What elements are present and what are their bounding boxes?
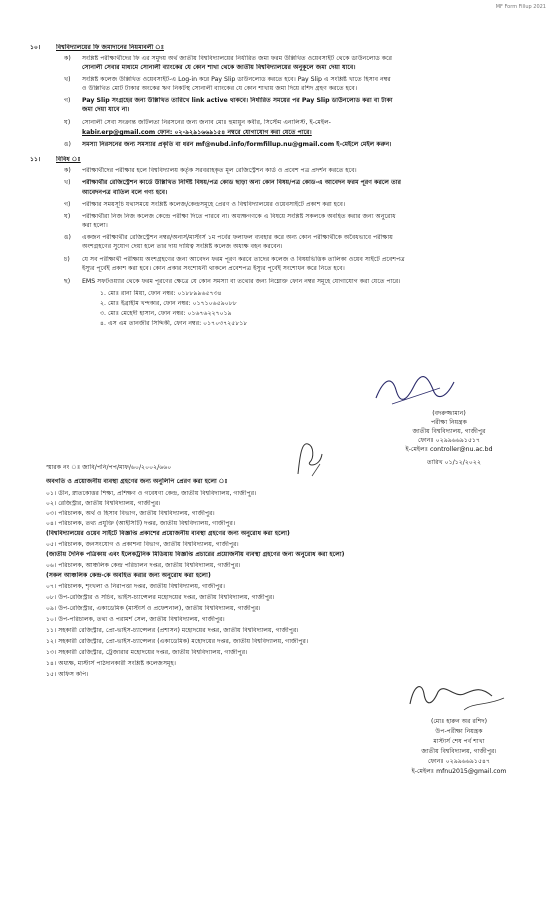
initials-signature [292, 434, 328, 480]
cc-title: অবগতি ও প্রয়োজনীয় ব্যবস্থা গ্রহণের জন্য অনুলিপি প্রেরণ করা হলো ঃ [46, 478, 228, 485]
cc-item: ১৫। অফিস কপি। [46, 671, 89, 678]
signer2-name: (মোঃ হারুন অর রশিদ) [430, 718, 488, 725]
signer1-org: জাতীয় বিশ্ববিদ্যালয়, গাজীপুর [412, 428, 486, 435]
contact-item: ২. মোঃ ইব্রাহীম খন্দকার, ফোন নম্বর: ০১৭১০৬৫৯০৮৮ [100, 300, 237, 307]
contact-item: ১. মোঃ রানা মিয়া, ফোন নম্বর: ০১৮৮৯৯৬৫৭৩৪ [100, 290, 222, 297]
s11-g-line: পরীক্ষার সময়সূচি যথাসময়ে সংশ্লিষ্ট কলেজ/কেন্দ্রসমূহে প্রেরণ ও বিশ্ববিদ্যালয়ের ওয়েবসাইটে প্রকাশ করা হবে। [82, 201, 346, 208]
item-marker: চ) [64, 256, 70, 263]
signer1-date: তারিখ ০১/১২/২০২২ [427, 459, 481, 466]
cc-item: ১১। সহকারী রেজিস্ট্রার, প্রো-ভাইস-চ্যান্সেলর (প্রশাসন) মহোদয়ের দপ্তর, জাতীয় বিশ্ববিদ্যালয়, গাজীপুর। [46, 627, 299, 634]
s10-ng-line[interactable]: সমস্যা নিরসনের জন্য সমস্যার প্রকৃতি বা ধরন mf@nubd.info/formfillup.nu@gmail.com ই-মেইলে মেইল করুন। [82, 141, 392, 148]
signer1-title: পরীক্ষা নিয়ন্ত্রক [431, 419, 467, 426]
s10-kh-line2: ও উল্লিখিত মোট টাকার অংকের ঋণ নিকটস্থ সোনালী ব্যাংকের যে কোন শাখায় জমা দিয়ে রশিদ গ্রহণ করতে হবে। [82, 85, 358, 92]
s10-k-line1: সংশ্লিষ্ট পরীক্ষার্থীদের ফি এর সমুদয় অর্থ জাতীয় বিশ্ববিদ্যালয়ের নির্ধারিত জমা ফরম উল্লিখিত ওয়েবসাইট থেকে ডাউনলোড করে [82, 55, 392, 62]
cc-item: ১৩। সহকারী রেজিস্ট্রার, ট্রেজারার মহোদয়ের দপ্তর, জাতীয় বিশ্ববিদ্যালয়, গাজীপুর। [46, 649, 248, 656]
s10-g-line1: Pay Slip সংগ্রহের জন্য উল্লিখিত তারিখে link active থাকবে। নির্ধারিত সময়ের পর Pay Slip ডাউনলোড করা বা টাকা [82, 97, 393, 104]
s10-gh-line2[interactable]: kabir.erp@gmail.com ফোন: ০২-৯২৯১৬৬৯১৫৪ নম্বরে যোগাযোগ করা যেতে পারে। [82, 129, 312, 136]
contact-item: ৩. মোঃ মেহেদী হাসান, ফোন নম্বর: ০১৬৭৬২২৭০১৯ [100, 310, 232, 317]
signature-deputy-controller [404, 676, 514, 716]
reference-tag: MF Form Fillup 2021 [495, 4, 546, 10]
item-marker: ছ) [64, 278, 71, 285]
cc-item: ১৪। অধ্যক্ষ, মাস্টার্স পাঠদানকারী সংশ্লিষ্ট কলেজসমূহ। [46, 660, 176, 667]
section-10-number: ১০। [30, 44, 41, 51]
contact-item: ৪. এস এম তানজীর সিদ্দিকী, ফোন নম্বর: ০১৭০৩৭২৫৮১৮ [100, 320, 248, 327]
item-marker: ক) [64, 167, 71, 174]
signer2-phone: ফোনঃ ০২৯৯৬৬৯১৫৪৭ [428, 758, 490, 765]
cc-item-note: (সকল আঞ্চলিক কেন্দ্র-কে অবহিত করার জন্য অনুরোধ করা হলো) [46, 572, 211, 579]
signer2-title: উপ-পরীক্ষা নিয়ন্ত্রক [435, 728, 483, 735]
cc-item-note: (বিশ্ববিদ্যালয়ের ওয়েব সাইটে বিজ্ঞপ্তি প্রকাশের প্রয়োজনীয় ব্যবস্থা গ্রহণের জন্য অনুরোধ করা হলো) [46, 530, 290, 537]
item-marker: খ) [64, 179, 71, 186]
signer1-phone: ফোনঃ ০২৯৯৬৬৯১৫১৭ [418, 437, 480, 444]
signer2-email[interactable]: ই-মেইলঃ mfnu2015@gmail.com [411, 768, 507, 775]
cc-item: ০৮। উপ-রেজিস্ট্রার ও সচিব, ভাইস-চ্যান্সেলর মহোদয়ের দপ্তর, জাতীয় বিশ্ববিদ্যালয়, গাজীপুর। [46, 594, 275, 601]
s10-kh-line1: সংশ্লিষ্ট কলেজ উল্লিখিত ওয়েবসাইট-এ Log-in করে Pay Slip ডাউনলোড করতে হবে। Pay Slip এ সংশ্লিষ্ট খাতে হিসাব নম্বর [82, 76, 391, 83]
cc-item: ০৩। পরিচালক, অর্থ ও হিসাব বিভাগ, জাতীয় বিশ্ববিদ্যালয়, গাজীপুর। [46, 510, 215, 517]
s11-ch-line1: যে সব পরীক্ষার্থী পরীক্ষায় অংশগ্রহণের জন্য আবেদন ফরম পূরণ করবে তাদের কলেজ ও বিষয়ভিত্তিক তালিকা ওয়েব সাইটে প্রবেশপত্র [82, 256, 405, 263]
cc-item: ০৭। পরিচালক, শৃংখলা ও নিরাপত্তা দপ্তর, জাতীয় বিশ্ববিদ্যালয়, গাজীপুর। [46, 583, 225, 590]
item-marker: ঘ) [64, 119, 71, 126]
cc-item: ১০। উপ-পরিচালক, তথ্য ও পরামর্শ সেল, জাতীয় বিশ্ববিদ্যালয়, গাজীপুর। [46, 616, 225, 623]
cc-item-note: (জাতীয় দৈনিক পত্রিকায় এবং ইলেকট্রনিক মিডিয়ায় বিজ্ঞপ্তি প্রচারের প্রয়োজনীয় ব্যবস্থা গ্রহণের জন্য অনুরোধ করা হলো) [46, 551, 345, 558]
s11-ch-line2: ইস্যুর পূর্বেই প্রকাশ করা হবে। কোন প্রকার সংশোধনী থাকলে প্রবেশপত্র ইস্যুর পূর্বেই সংশোধন করে নিতে হবে। [82, 265, 345, 272]
s11-kh-line1: পরীক্ষার্থীর রেজিস্ট্রেশন কার্ডে উল্লিখিত নির্দিষ্ট বিষয়/পত্র কোড ছাড়া অন্য কোন বিষয়/পত্র কোড-এ আবেদন ফরম পূরণ করলে তার [82, 179, 402, 186]
s11-kh-line2: আবেদনপত্র বাতিল বলে গণ্য হবে। [82, 189, 168, 196]
memo-number: স্মারক নং ঃ জাবি/পনি/পপ/মাফ/৬০/২০০২/৬৬০ [46, 464, 172, 471]
signer1-email[interactable]: ই-মেইলঃ controller@nu.ac.bd [405, 446, 493, 453]
s11-ng-line2: অংশগ্রহণের সুযোগ দেয়া হলে তার দায় দায়িত্ব সংশ্লিষ্ট কলেজ অধ্যক্ষ বহন করবেন। [82, 243, 283, 250]
s11-ng-line1: একজন পরীক্ষার্থীর রেজিস্ট্রেশন নম্বর/অনার্স/মাস্টার্স ১ম পর্বের ফলাফল ব্যবহার করে অন্য কোন পরীক্ষার্থীকে অবৈধভাবে পরীক্ষায় [82, 234, 393, 241]
s11-k-line: পরীক্ষার্থীদের পরীক্ষার হলে বিশ্ববিদ্যালয় কর্তৃক সরবরাহকৃত মূল রেজিস্ট্রেশন কার্ড ও প্রবেশ পত্র প্রদর্শন করতে হবে। [82, 167, 357, 174]
section-11-number: ১১। [30, 156, 41, 163]
signer2-section: মাস্টার্স শেষ পর্ব শাখা [433, 738, 485, 745]
item-marker: ঙ) [64, 234, 71, 241]
cc-item: ১২। সহকারী রেজিস্ট্রার, প্রো-ভাইস-চ্যান্সেলর (একাডেমিক) মহোদয়ের দপ্তর, জাতীয় বিশ্ববিদ্যালয়, গাজীপুর। [46, 638, 309, 645]
item-marker: ক) [64, 55, 71, 62]
signer1-name: (বদরুজ্জামান) [432, 410, 466, 417]
signer2-org: জাতীয় বিশ্ববিদ্যালয়, গাজীপুর। [421, 748, 497, 755]
cc-item: ০১। ডীন, স্নাতকোত্তর শিক্ষা, প্রশিক্ষণ ও গবেষণা কেন্দ্র, জাতীয় বিশ্ববিদ্যালয়, গাজীপুর। [46, 490, 257, 497]
item-marker: ঘ) [64, 213, 71, 220]
s10-gh-line1: সোনালী সেবা সংক্রান্ত জটিলতা নিরসনের জন্য জনাব মোঃ হুমায়ুন কবীর, সিস্টেম এনালিস্ট, ই-মেইল- [82, 119, 331, 126]
s11-chh-line: EMS সফটওয়্যার থেকে ফরম পূরণের ক্ষেত্রে যে কোন সমস্যা বা তথ্যের জন্য নিম্নোক্ত ফোন নম্বর সমূহে যোগাযোগ করা যেতে পারে। [82, 278, 401, 285]
s11-gh-line2: করা হলো। [82, 222, 108, 229]
cc-item: ০৯। উপ-রেজিস্ট্রার, একাডেমিক (মাস্টার্স ও প্রফেশনাল), জাতীয় বিশ্ববিদ্যালয়, গাজীপুর। [46, 605, 261, 612]
s11-gh-line1: পরীক্ষার্থীরা নিজ নিজ কলেজ কেন্দ্রে পরীক্ষা দিতে পারবে না। অধ্যক্ষগণকে এ বিষয়ে সংশ্লিষ্ট সকলকে অবহিত করার জন্য অনুরোধ [82, 213, 396, 220]
item-marker: গ) [64, 97, 71, 104]
cc-item: ০৪। পরিচালক, তথ্য প্রযুক্তি (আইসিটি) দপ্তর, জাতীয় বিশ্ববিদ্যালয়, গাজীপুর। [46, 520, 236, 527]
cc-item: ০৬। পরিচালক, আঞ্চলিক কেন্দ্র পরিচালন দপ্তর, জাতীয় বিশ্ববিদ্যালয়, গাজীপুর। [46, 562, 241, 569]
signature-controller [370, 368, 460, 410]
s10-g-line2: জমা দেয়া যাবে না। [82, 106, 130, 113]
cc-item: ০৫। পরিচালক, জনসংযোগ ও প্রকাশনা বিভাগ, জাতীয় বিশ্ববিদ্যালয়, গাজীপুর। [46, 541, 239, 548]
section-10-title: বিশ্ববিদ্যালয়ের ফি জমাদানের নিয়মাবলী ঃ [56, 44, 165, 51]
item-marker: গ) [64, 201, 71, 208]
cc-item: ০২। রেজিস্ট্রার, জাতীয় বিশ্ববিদ্যালয়, গাজীপুর। [46, 500, 161, 507]
section-11-title: বিবিধ ঃ [56, 156, 81, 163]
item-marker: খ) [64, 76, 71, 83]
item-marker: ঙ) [64, 141, 71, 148]
s10-k-line2: সোনালী সেবার মাধ্যমে সোনালী ব্যাংকের যে কোন শাখা থেকে জাতীয় বিশ্ববিদ্যালয়ের অনুকূলে জমা দেয়া যাবে। [82, 64, 356, 71]
